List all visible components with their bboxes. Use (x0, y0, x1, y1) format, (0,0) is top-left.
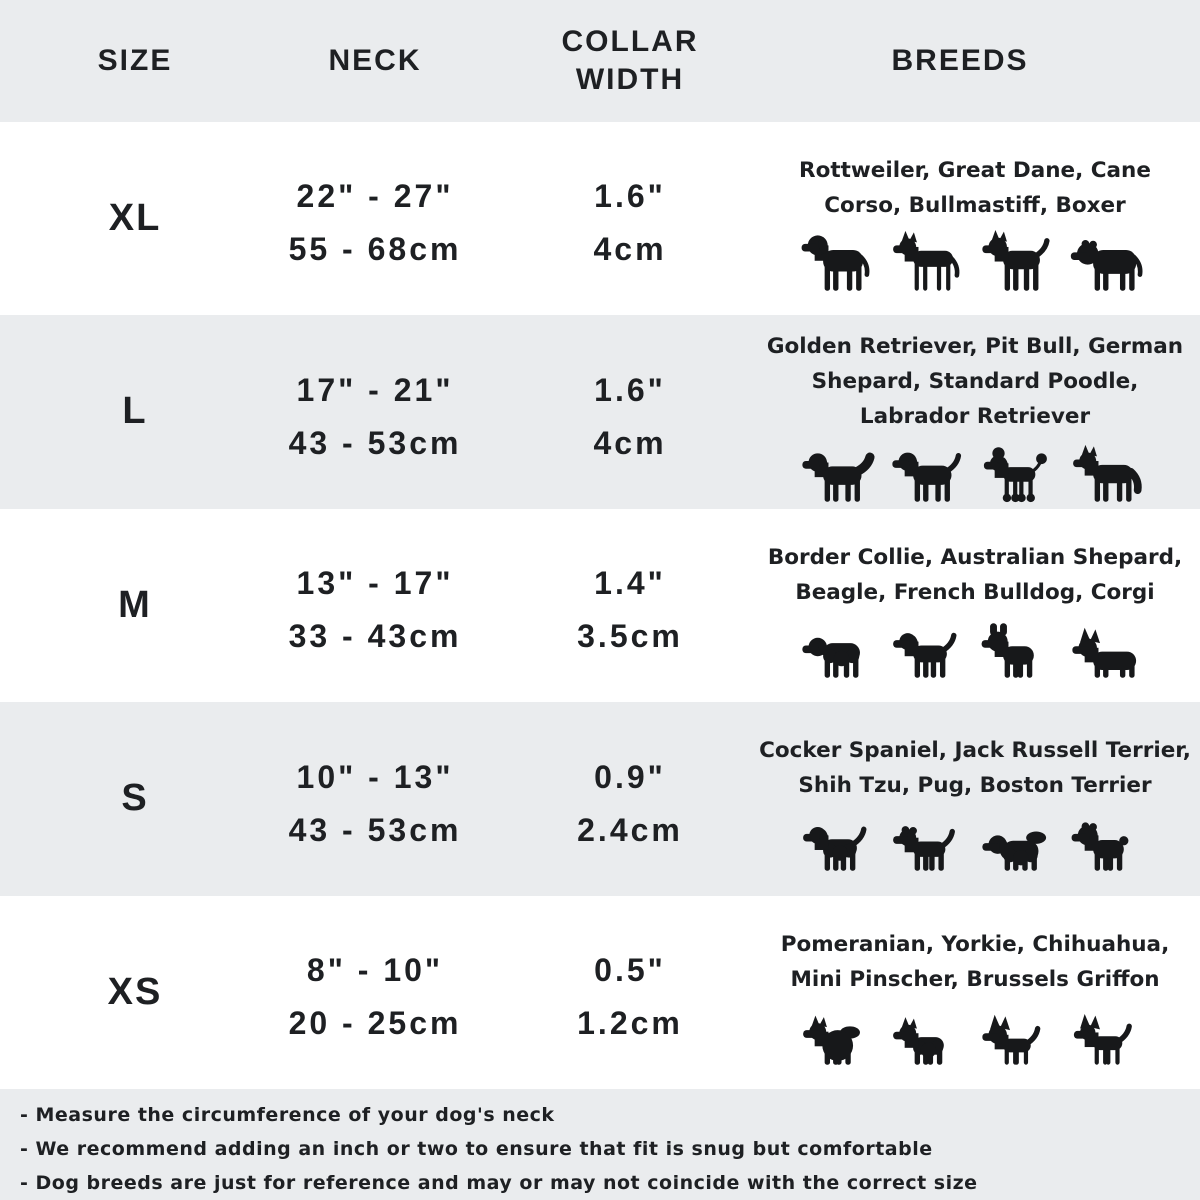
note-measure: - Measure the circumference of your dog's neck (20, 1104, 555, 1127)
breeds-cell (750, 702, 1200, 895)
size-row-s (0, 702, 1200, 895)
breeds-cell (750, 315, 1200, 508)
yorkie-icon (887, 1000, 973, 1068)
breed-names: Pomeranian, Yorkie, Chihuahua, Mini Pinscher, Brussels Griffon (780, 931, 1170, 992)
neck-cell (240, 741, 510, 857)
breed-names: Border Collie, Australian Shepard, Beagle, French Bulldog, Corgi (767, 544, 1183, 605)
neck-inches: 17" - 21" (296, 371, 454, 408)
neck-cell (240, 354, 510, 470)
table-header-row (0, 0, 1200, 122)
breeds-cell (750, 509, 1200, 702)
breeds-cell (750, 896, 1200, 1089)
neck-inches: 10" - 13" (296, 758, 454, 795)
dog-icons (797, 1000, 1153, 1068)
size-label: M (118, 583, 152, 626)
pug-icon (1067, 806, 1153, 874)
neck-cell (240, 547, 510, 663)
collar-width-cm: 4cm (593, 231, 667, 268)
cocker-spaniel-icon (797, 806, 883, 874)
neck-cm: 33 - 43cm (288, 618, 462, 655)
dog-icons (797, 806, 1153, 874)
pomeranian-icon (797, 1000, 883, 1068)
labrador-icon (887, 437, 973, 505)
neck-inches: 8" - 10" (306, 952, 444, 989)
bullmastiff-icon (1067, 226, 1153, 294)
footer-notes (0, 1089, 1200, 1200)
neck-inches: 22" - 27" (296, 178, 454, 215)
poodle-icon (977, 437, 1063, 505)
great-dane-icon (887, 226, 973, 294)
size-label: XL (108, 196, 162, 239)
size-row-xl (0, 122, 1200, 315)
rottweiler-icon (797, 226, 883, 294)
size-row-l (0, 315, 1200, 508)
column-header-collar-width: COLLAR WIDTH (561, 24, 699, 96)
size-label: S (121, 777, 149, 820)
golden-retriever-icon (797, 437, 883, 505)
jack-russell-icon (887, 806, 973, 874)
size-row-m (0, 509, 1200, 702)
note-recommend: - We recommend adding an inch or two to ensure that fit is snug but comfortable (20, 1138, 933, 1161)
collar-width-inches: 1.6" (594, 371, 666, 408)
border-collie-icon (797, 613, 883, 681)
size-label: XS (107, 970, 163, 1013)
collar-width-cm: 4cm (593, 424, 667, 461)
collar-width-inches: 0.9" (594, 758, 666, 795)
column-header-size: SIZE (97, 43, 173, 77)
dog-icons (797, 613, 1153, 681)
neck-cm: 43 - 53cm (288, 424, 462, 461)
size-label: L (122, 390, 148, 433)
beagle-icon (887, 613, 973, 681)
dog-icons (797, 437, 1153, 505)
column-header-neck: NECK (328, 43, 422, 77)
neck-cm: 55 - 68cm (288, 231, 462, 268)
collar-width-cell (510, 354, 750, 470)
french-bulldog-icon (977, 613, 1063, 681)
neck-cell (240, 934, 510, 1050)
collar-width-cell (510, 160, 750, 276)
breed-names: Rottweiler, Great Dane, Cane Corso, Bullmastiff, Boxer (799, 157, 1151, 218)
note-reference: - Dog breeds are just for reference and may or may not coincide with the correct size (20, 1172, 978, 1195)
german-shepherd-icon (1067, 437, 1153, 505)
collar-width-cell (510, 934, 750, 1050)
collar-width-inches: 0.5" (594, 952, 666, 989)
breed-names: Cocker Spaniel, Jack Russell Terrier, Shih Tzu, Pug, Boston Terrier (759, 738, 1191, 799)
column-header-breeds: BREEDS (891, 43, 1029, 77)
neck-cell (240, 160, 510, 276)
chihuahua-icon (977, 1000, 1063, 1068)
min-pin-icon (1067, 1000, 1153, 1068)
collar-width-cm: 2.4cm (577, 811, 683, 848)
collar-width-cell (510, 547, 750, 663)
dog-icons (797, 226, 1153, 294)
collar-width-cell (510, 741, 750, 857)
shih-tzu-icon (977, 806, 1063, 874)
collar-width-inches: 1.4" (594, 565, 666, 602)
breeds-cell (750, 122, 1200, 315)
neck-cm: 43 - 53cm (288, 811, 462, 848)
neck-cm: 20 - 25cm (288, 1005, 462, 1042)
collar-width-inches: 1.6" (594, 178, 666, 215)
collar-width-cm: 3.5cm (577, 618, 683, 655)
cane-corso-icon (977, 226, 1063, 294)
collar-width-cm: 1.2cm (577, 1005, 683, 1042)
breed-names: Golden Retriever, Pit Bull, German Shepard, Standard Poodle, Labrador Retriever (766, 333, 1184, 429)
size-row-xs (0, 896, 1200, 1089)
corgi-icon (1067, 613, 1153, 681)
neck-inches: 13" - 17" (296, 565, 454, 602)
